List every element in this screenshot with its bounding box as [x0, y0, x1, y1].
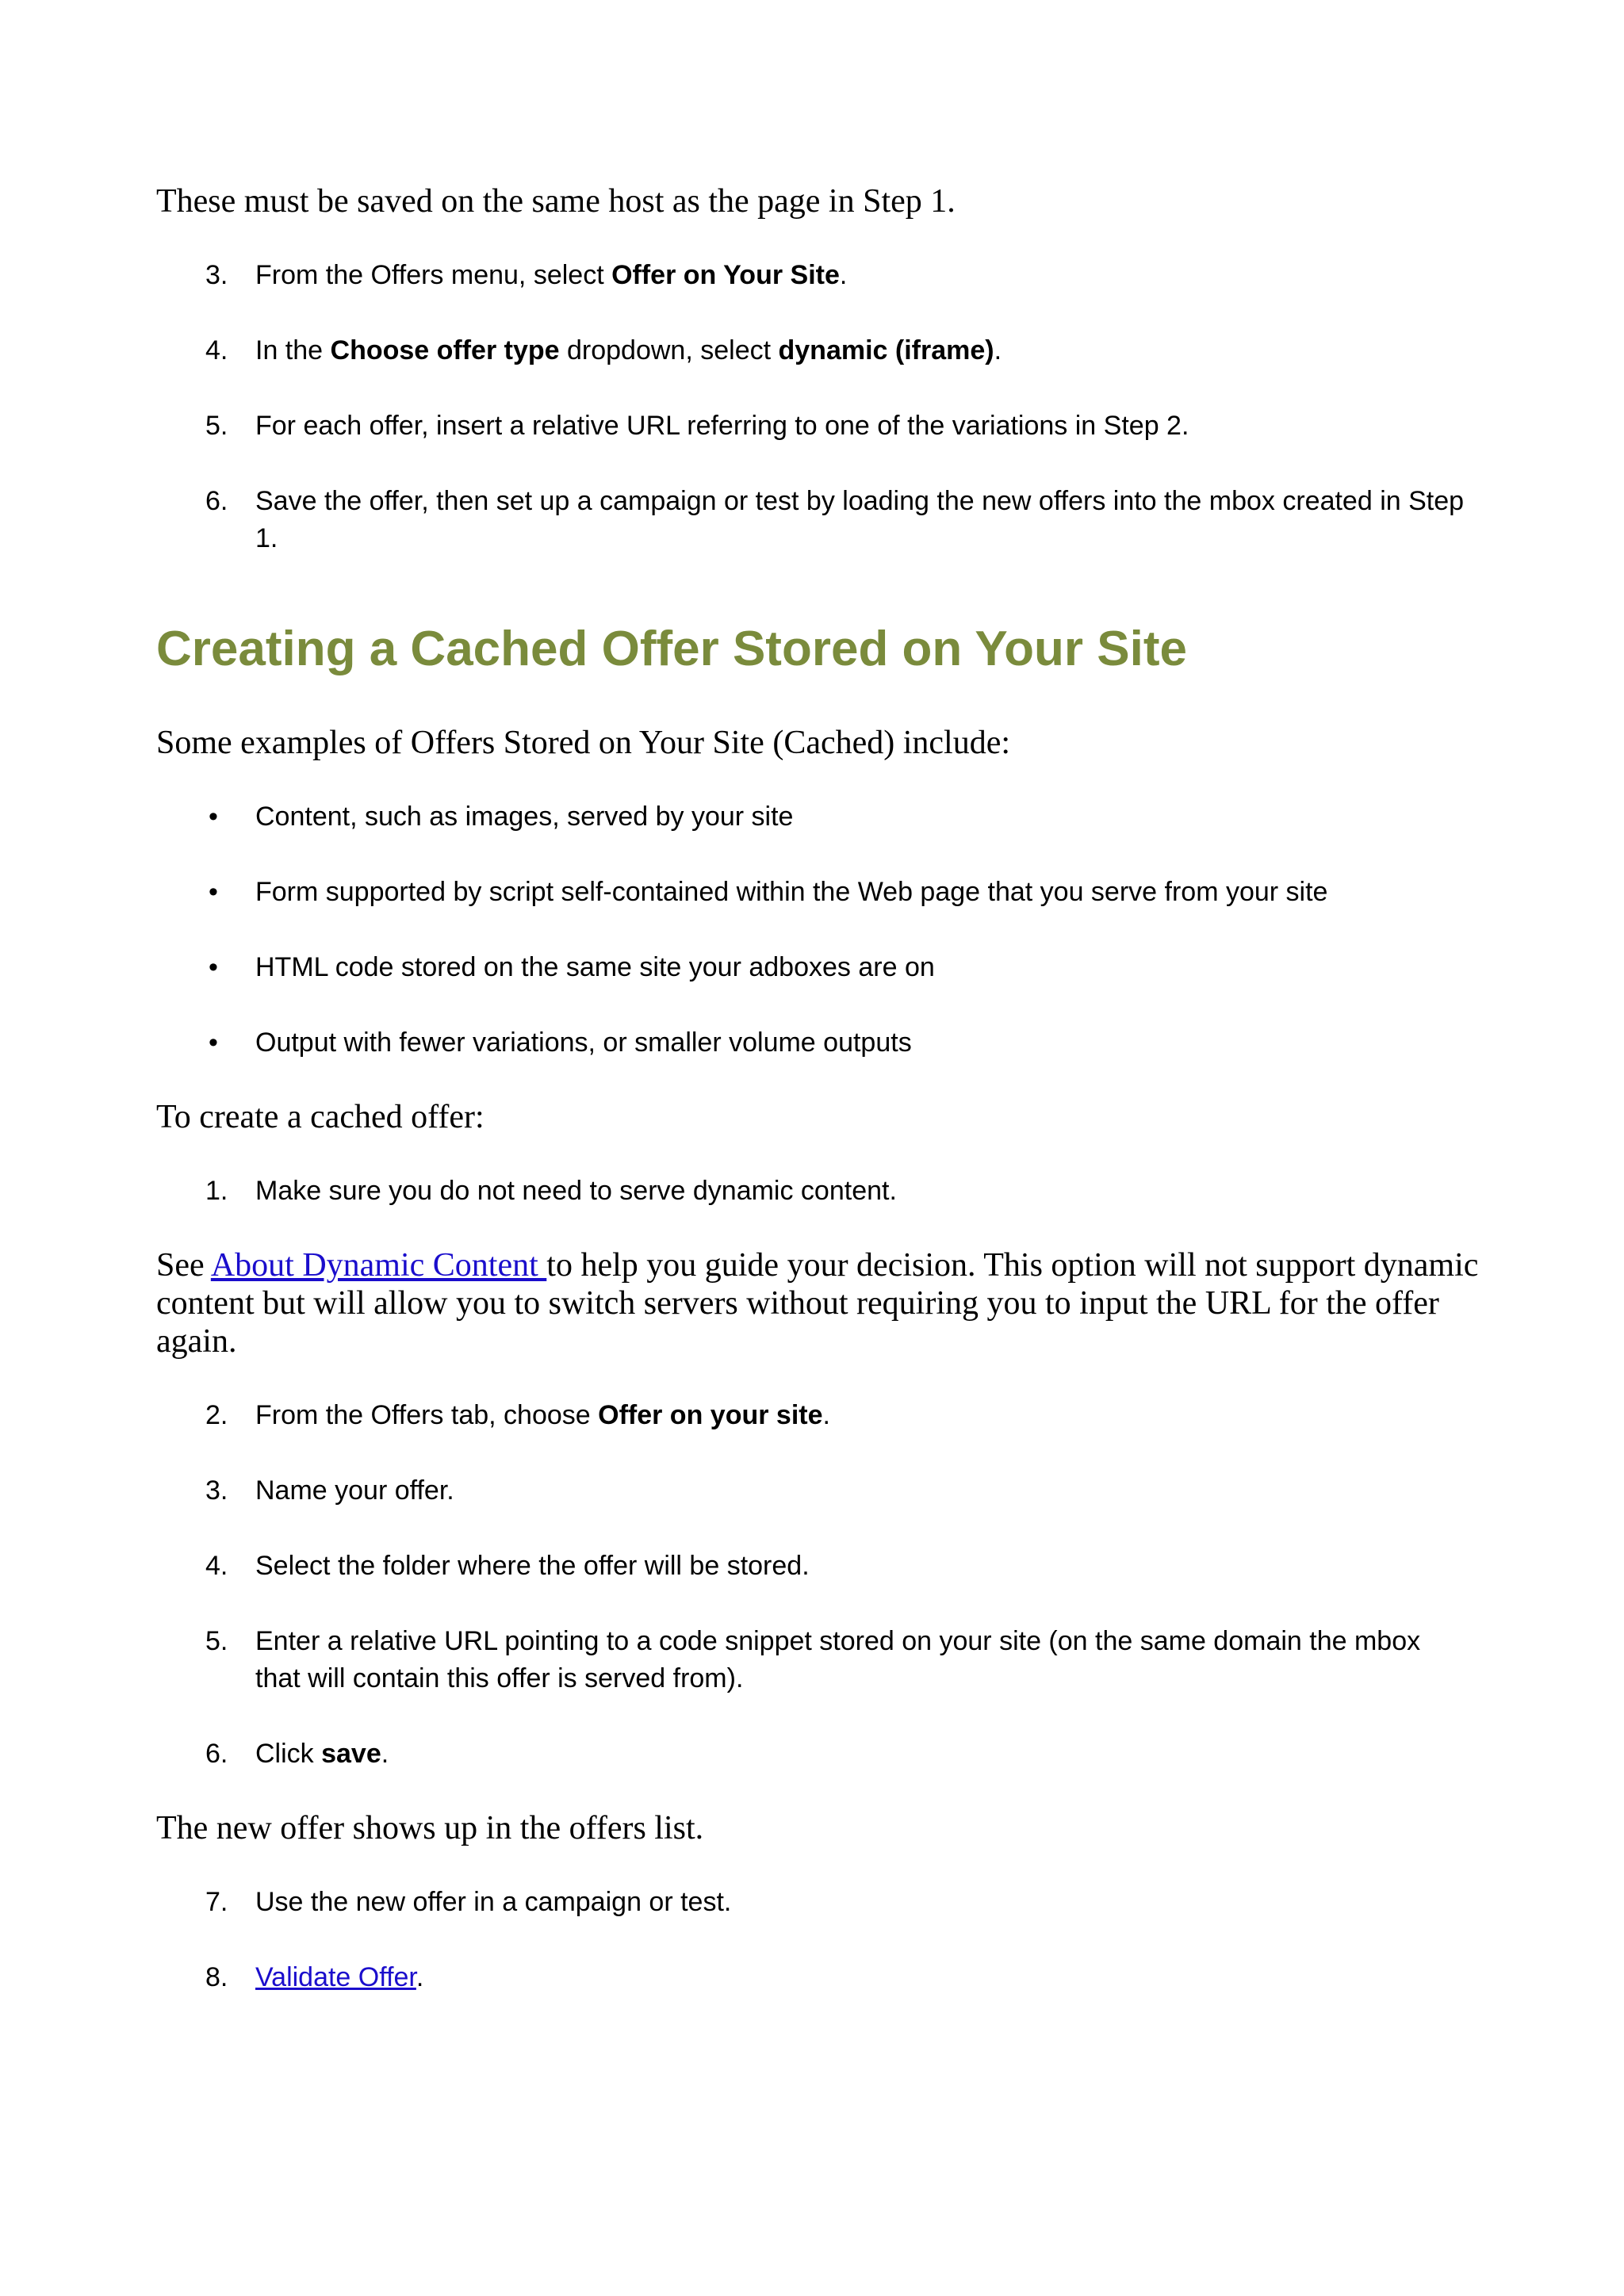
- list-item: [156, 1735, 1488, 1773]
- intro-paragraph: These must be saved on the same host as the page in Step 1.: [156, 183, 956, 220]
- bullet-icon: •: [209, 877, 218, 907]
- list-number: 5.: [205, 1626, 228, 1656]
- item-text: Enter a relative URL pointing to a code snippet stored on your site (on the same domain the mbox that will contain this offer is served from).: [255, 1626, 1421, 1693]
- list-number: 2.: [205, 1400, 228, 1430]
- item-text: Click: [255, 1739, 322, 1769]
- bullet-icon: •: [209, 1027, 218, 1058]
- item-bold: save: [321, 1739, 381, 1769]
- list-item: [156, 1548, 1488, 1585]
- list-item: [156, 257, 1488, 294]
- item-text: Name your offer.: [255, 1475, 454, 1506]
- bullet-item: [156, 798, 1488, 836]
- item-text: .: [839, 260, 848, 290]
- item-text: HTML code stored on the same site your adboxes are on: [255, 952, 935, 982]
- item-text: Make sure you do not need to serve dynamic content.: [255, 1176, 897, 1206]
- list-item: [156, 1959, 1488, 1996]
- item-text: .: [416, 1962, 424, 1992]
- list-item: [156, 1472, 1488, 1510]
- item-text: Save the offer, then set up a campaign or test by loading the new offers into the mbox created in Step 1.: [255, 486, 1465, 553]
- examples-list: [156, 798, 1488, 1062]
- about-dynamic-content-link[interactable]: About Dynamic Content: [210, 1247, 547, 1284]
- item-text: Content, such as images, served by your site: [255, 802, 794, 832]
- list-number: 3.: [205, 260, 228, 290]
- paragraph-text: to help you guide your decision. This option will not support dynamic content but will allow you to switch servers without requiring you to input the URL for the offer again.: [156, 1247, 1479, 1360]
- list-item: [156, 1623, 1488, 1697]
- list-number: 1.: [205, 1176, 228, 1206]
- item-bold: Choose offer type: [330, 335, 560, 365]
- item-text: From the Offers menu, select: [255, 260, 612, 290]
- item-text: Select the folder where the offer will be stored.: [255, 1551, 810, 1581]
- list-number: 6.: [205, 1739, 228, 1769]
- item-text: .: [994, 335, 1002, 365]
- bullet-icon: •: [209, 802, 218, 832]
- list-number: 6.: [205, 486, 228, 516]
- list-number: 3.: [205, 1475, 228, 1506]
- item-text: dropdown, select: [559, 335, 779, 365]
- paragraph-text: See: [156, 1247, 211, 1284]
- section-heading: Creating a Cached Offer Stored on Your Site: [156, 622, 1187, 676]
- list-item: [156, 408, 1488, 445]
- list-item: [156, 483, 1488, 557]
- list-number: 8.: [205, 1962, 228, 1992]
- list-number: 4.: [205, 1551, 228, 1581]
- item-text: For each offer, insert a relative URL referring to one of the variations in Step 2.: [255, 411, 1189, 441]
- item-text: Use the new offer in a campaign or test.: [255, 1887, 732, 1917]
- item-text: Form supported by script self-contained within the Web page that you serve from your site: [255, 877, 1328, 907]
- bullet-item: [156, 949, 1488, 986]
- see-paragraph: [156, 1246, 1488, 1360]
- steps-list-b2: [156, 1397, 1488, 1773]
- item-text: Output with fewer variations, or smaller volume outputs: [255, 1027, 912, 1058]
- bullet-item: [156, 874, 1488, 911]
- list-number: 5.: [205, 411, 228, 441]
- steps-list-b3: [156, 1884, 1488, 1996]
- create-intro: To create a cached offer:: [156, 1099, 485, 1135]
- item-text: From the Offers tab, choose: [255, 1400, 599, 1430]
- steps-list-b1: [156, 1173, 1488, 1210]
- new-offer-paragraph: The new offer shows up in the offers list.: [156, 1810, 704, 1846]
- examples-intro: Some examples of Offers Stored on Your Site (Cached) include:: [156, 725, 1011, 761]
- validate-offer-link[interactable]: Validate Offer: [255, 1962, 416, 1992]
- bullet-icon: •: [209, 952, 218, 982]
- item-bold: Offer on Your Site: [611, 260, 840, 290]
- item-text: .: [822, 1400, 830, 1430]
- list-number: 7.: [205, 1887, 228, 1917]
- item-text: .: [381, 1739, 389, 1769]
- list-item: [156, 1397, 1488, 1434]
- item-bold: Offer on your site: [598, 1400, 823, 1430]
- list-item: [156, 1884, 1488, 1921]
- steps-list-a: [156, 257, 1488, 557]
- document-page: [156, 182, 1488, 1996]
- item-text: In the: [255, 335, 331, 365]
- list-item: [156, 1173, 1488, 1210]
- item-bold: dynamic (iframe): [778, 335, 994, 365]
- bullet-item: [156, 1024, 1488, 1062]
- list-item: [156, 332, 1488, 369]
- list-number: 4.: [205, 335, 228, 365]
